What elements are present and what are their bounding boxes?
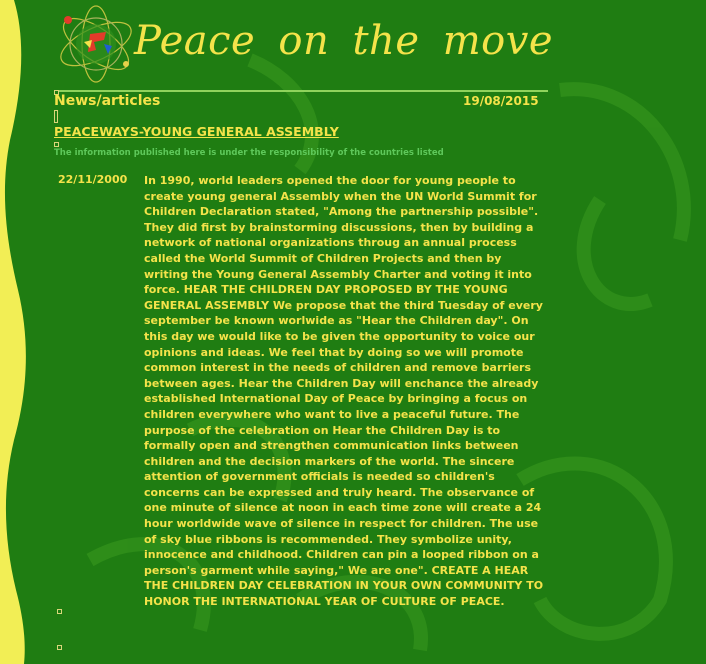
article-date: 22/11/2000 [58, 173, 128, 186]
spacer-image [57, 645, 62, 650]
left-wave-border [0, 0, 40, 664]
header-divider [54, 90, 548, 92]
globe-atom-logo-icon[interactable] [54, 0, 144, 90]
spacer-image [54, 110, 58, 123]
site-title: Peace on the move [134, 18, 553, 64]
site-header [54, 0, 553, 90]
article-title-link[interactable]: PEACEWAYS-YOUNG GENERAL ASSEMBLY [54, 124, 339, 139]
article-body: In 1990, world leaders opened the door for young people to create young general Assembly when the UN World Summit for Children Declaration stated, "Among the partnership possible". They did first by brainstorming discussions, then by building a network of national organizations throug an annual process called the World Summit of Children Projects and then by writing the Young General Assembly Charter and voting it into force. HEAR THE CHILDREN DAY PROPOSED BY THE YOUNG GENERAL ASSEMBLY We propose that the third Tuesday of every september be known worlwide as "Hear the Children day". On this day we would like to be given the opportunity to voice our opinions and ideas. We feel that by doing so we will promote common interest in the needs of children and remove barriers between ages. Hear the Children Day will enchance the already established International Day of Peace by bringing a focus on children everywhere who want to live a peaceful future. The purpose of the celebration on Hear the Children Day is to formally open and strengthen communication links between children and the decision markers of the world. The sincere attention of government officials is needed so children's concerns can be expressed and truly heard. The observance of one minute of silence at noon in each time zone will create a 24 hour worldwide wave of silence in respect for children. The use of sky blue ribbons is recommended. They symbolize unity, innocence and childhood. Children can pin a looped ribbon on a person's garment while saying," We are one". CREATE A HEAR THE CHILDREN DAY CELEBRATION IN YOUR OWN COMMUNITY TO HONOR THE INTERNATIONAL YEAR OF CULTURE OF PEACE. [144, 174, 544, 609]
disclaimer-text: The information published here is under the responsibility of the countries listed [54, 148, 444, 158]
section-label: News/articles [54, 93, 161, 109]
spacer-image [57, 609, 62, 614]
spacer-image [54, 142, 59, 147]
current-date: 19/08/2015 [463, 94, 539, 108]
